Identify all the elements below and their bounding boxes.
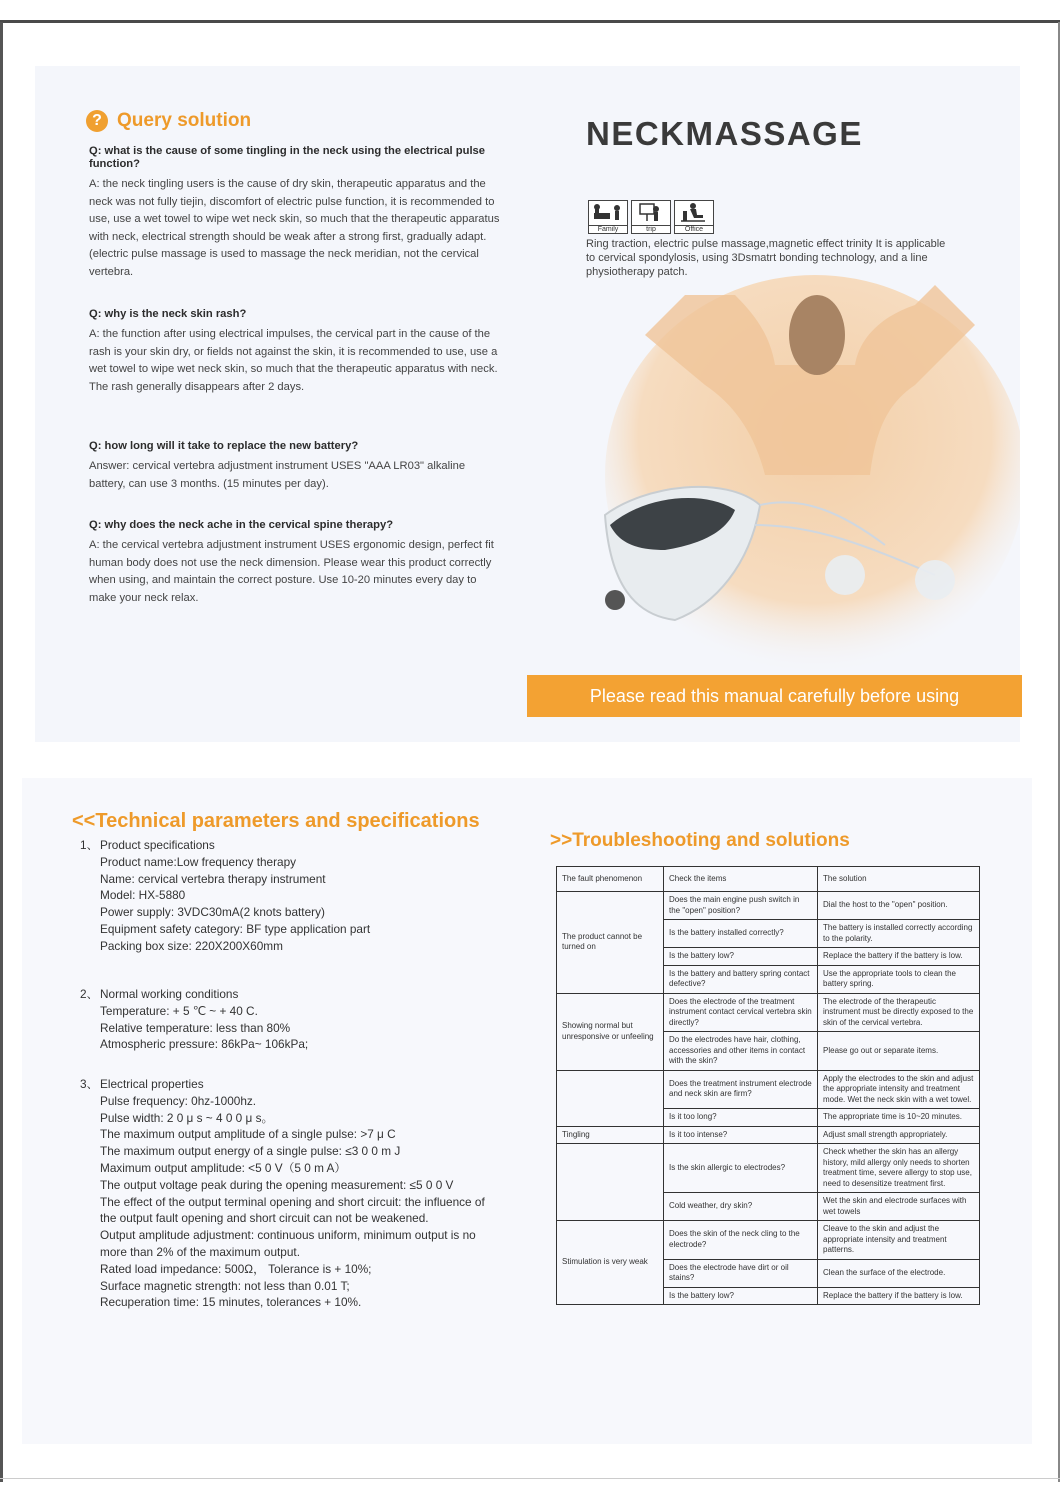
- spec-line: The maximum output energy of a single pulse: ≤3 0 0 m J: [100, 1144, 401, 1159]
- spec-line: Pulse width: 2 0 μ s ~ 4 0 0 μ s。: [100, 1110, 274, 1125]
- qa-answer: Answer: cervical vertebra adjustment instrument USES "AAA LR03" alkaline battery, can use 3 months. (15 minutes per day).: [89, 460, 466, 490]
- solution-cell: Please go out or separate items.: [818, 1032, 980, 1071]
- section-heading: Electrical properties: [100, 1077, 204, 1091]
- spec-line: Surface magnetic strength: not less than 0.01 T;: [100, 1278, 350, 1293]
- table-header-row: [557, 867, 980, 892]
- spec-line: Atmospheric pressure: 86kPa~ 106kPa;: [100, 1037, 309, 1052]
- check-cell: Cold weather, dry skin?: [664, 1193, 818, 1221]
- check-cell: Does the electrode of the treatment instrument contact cervical vertebra skin directly?: [664, 993, 818, 1032]
- table-row: [557, 892, 980, 920]
- check-cell: Does the skin of the neck cling to the electrode?: [664, 1221, 818, 1260]
- section-heading: Product specifications: [100, 838, 215, 852]
- spec-line: Equipment safety category: BF type application part: [100, 921, 371, 936]
- table-header-cell: The solution: [818, 867, 980, 892]
- solution-cell: Adjust small strength appropriately.: [818, 1126, 980, 1144]
- solution-cell: The appropriate time is 10~20 minutes.: [818, 1109, 980, 1127]
- solution-cell: Clean the surface of the electrode.: [818, 1259, 980, 1287]
- spec-line: Rated load impedance: 500Ω， Tolerance is + 10%;: [100, 1261, 372, 1276]
- table-row: [557, 1126, 980, 1144]
- qa-question: Q: why does the neck ache in the cervical spine therapy?: [89, 519, 394, 531]
- product-description: Ring traction, electric pulse massage,magnetic effect trinity It is applicable to cervical spondylosis, using 3Dsmatrt bonding technology, and a line physiotherapy patch.: [586, 238, 946, 278]
- section-heading: Normal working conditions: [100, 987, 239, 1001]
- solution-cell: Wet the skin and electrode surfaces with wet towels: [818, 1193, 980, 1221]
- scan-border-left: [0, 22, 3, 1482]
- section-number: 1、: [80, 838, 99, 852]
- qa-question: Q: how long will it take to replace the new battery?: [89, 440, 359, 452]
- section-number: 3、: [80, 1077, 99, 1091]
- check-cell: Is the battery low?: [664, 1287, 818, 1305]
- solution-cell: The battery is installed correctly according to the polarity.: [818, 920, 980, 948]
- spec-line: The output voltage peak during the opening measurement: ≤5 0 0 V: [100, 1177, 454, 1192]
- check-cell: Is it too long?: [664, 1109, 818, 1127]
- spec-line: Recuperation time: 15 minutes, tolerances + 10%.: [100, 1295, 362, 1310]
- technical-title: <<Technical parameters and specifications: [72, 810, 480, 832]
- product-photo: [585, 275, 1020, 675]
- spec-section: [80, 986, 500, 1053]
- fault-cell: [557, 1144, 664, 1221]
- read-manual-banner: Please read this manual carefully before using: [527, 675, 1022, 717]
- spec-line: Name: cervical vertebra therapy instrument: [100, 871, 326, 886]
- qa-item: [89, 519, 504, 607]
- spec-line: Pulse frequency: 0hz-1000hz.: [100, 1093, 257, 1108]
- solution-cell: Check whether the skin has an allergy history, mild allergy only needs to shorten treatment time, severe allergy to stop use, need to desensitize treatment first.: [818, 1144, 980, 1193]
- spec-section: [80, 837, 500, 955]
- table-row: [557, 993, 980, 1032]
- check-cell: Is the skin allergic to electrodes?: [664, 1144, 818, 1193]
- office-icon: Office: [674, 200, 714, 234]
- spec-line: Maximum output amplitude: <5 0 V（5 0 m A）: [100, 1160, 347, 1175]
- table-row: [557, 1070, 980, 1109]
- table-row: [557, 1144, 980, 1193]
- solution-cell: Use the appropriate tools to clean the battery spring.: [818, 965, 980, 993]
- qa-answer: A: the function after using electrical impulses, the cervical part in the cause of the rash is your skin dry, or fields not against the skin, it is recommended to use, use a wet towel to wipe wet neck skin, so much that the therapeutic apparatus with neck. The rash generally disappears after 2 days.: [89, 328, 498, 393]
- check-cell: Does the electrode have dirt or oil stains?: [664, 1259, 818, 1287]
- spec-line: Relative temperature: less than 80%: [100, 1020, 291, 1035]
- fault-cell: The product cannot be turned on: [557, 892, 664, 994]
- solution-cell: Apply the electrodes to the skin and adjust the appropriate intensity and treatment mode. Wet the neck skin with a wet towel.: [818, 1070, 980, 1109]
- product-title: NECKMASSAGE: [586, 115, 863, 152]
- solution-cell: The electrode of the therapeutic instrument must be directly exposed to the skin of the cervical vertebra.: [818, 993, 980, 1032]
- fault-cell: [557, 1070, 664, 1126]
- table-header-cell: The fault phenomenon: [557, 867, 664, 892]
- spec-line: The effect of the output terminal opening and short circuit: the influence of the output fault opening and short circuit can not be weakened.: [100, 1194, 485, 1226]
- table-header-cell: Check the items: [664, 867, 818, 892]
- table-row: [557, 1221, 980, 1260]
- scan-border-bottom: [0, 1478, 1060, 1479]
- qa-answer: A: the neck tingling users is the cause of dry skin, therapeutic apparatus and the neck was not fully tiejin, discomfort of electric pulse function, it is recommended to use, use a wet towel to wipe wet neck skin, so much that the therapeutic apparatus with neck, electrical strength should be weak after a strong first, gradually adapt. (electric pulse massage is used to massage the neck meridian, not the cervical vertebra.: [89, 178, 500, 278]
- check-cell: Do the electrodes have hair, clothing, accessories and other items in contact with the skin?: [664, 1032, 818, 1071]
- check-cell: Does the treatment instrument electrode and neck skin are firm?: [664, 1070, 818, 1109]
- qa-answer: A: the cervical vertebra adjustment instrument USES ergonomic design, perfect fit human body does not use the neck dimension. Please wear this product correctly when using, and maintain the correct posture. Use 10-20 minutes every day to make your neck relax.: [89, 539, 494, 604]
- section-number: 2、: [80, 987, 99, 1001]
- qa-question: Q: what is the cause of some tingling in the neck using the electrical pulse function?: [89, 145, 485, 170]
- spec-line: Power supply: 3VDC30mA(2 knots battery): [100, 905, 325, 920]
- qa-item: [89, 308, 504, 396]
- solution-cell: Cleave to the skin and adjust the appropriate intensity and treatment patterns.: [818, 1221, 980, 1260]
- spec-line: Model: HX-5880: [100, 888, 186, 903]
- family-icon: Family: [588, 200, 628, 234]
- check-cell: Is it too intense?: [664, 1126, 818, 1144]
- check-cell: Does the main engine push switch in the "open" position?: [664, 892, 818, 920]
- spec-line: Product name:Low frequency therapy: [100, 854, 297, 869]
- query-solution-title: Query solution: [117, 110, 252, 131]
- qa-question: Q: why is the neck skin rash?: [89, 308, 247, 320]
- spec-line: The maximum output amplitude of a single pulse: >7 μ C: [100, 1127, 396, 1142]
- spec-section: [80, 1076, 500, 1311]
- fault-cell: Stimulation is very weak: [557, 1221, 664, 1305]
- solution-cell: Replace the battery if the battery is low.: [818, 948, 980, 966]
- troubleshooting-table: [556, 866, 980, 1305]
- spec-line: Temperature: + 5 ℃ ~ + 40 C.: [100, 1003, 258, 1018]
- trip-icon: trip: [631, 200, 671, 234]
- solution-cell: Dial the host to the "open" position.: [818, 892, 980, 920]
- check-cell: Is the battery installed correctly?: [664, 920, 818, 948]
- check-cell: Is the battery and battery spring contact defective?: [664, 965, 818, 993]
- scan-border-top: [0, 20, 1060, 23]
- solution-cell: Replace the battery if the battery is low.: [818, 1287, 980, 1305]
- qa-item: [89, 440, 504, 493]
- troubleshooting-title: >>Troubleshooting and solutions: [550, 830, 850, 851]
- qa-item: [89, 145, 504, 281]
- spec-line: Packing box size: 220X200X60mm: [100, 938, 283, 953]
- fault-cell: Showing normal but unresponsive or unfeeling: [557, 993, 664, 1070]
- fault-cell: Tingling: [557, 1126, 664, 1144]
- question-icon: ?: [86, 110, 108, 132]
- spec-line: Output amplitude adjustment: continuous uniform, minimum output is no more than 2% of the maximum output.: [100, 1228, 476, 1259]
- check-cell: Is the battery low?: [664, 948, 818, 966]
- query-solution-heading: [86, 110, 251, 132]
- usage-icons: [588, 200, 714, 234]
